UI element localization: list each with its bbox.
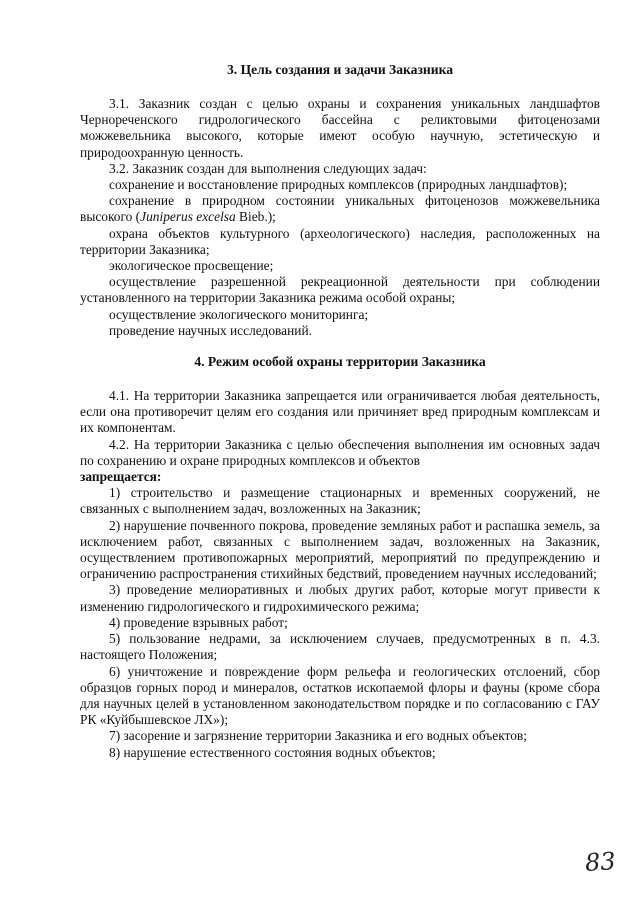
prohibition-item: 3) проведение мелиоративных и любых других работ, которые могут привести к изменению гидрологического и гидрохимического режима;	[80, 582, 600, 614]
prohibition-item: 1) строительство и размещение стационарных и временных сооружений, не связанных с выполнением задач, возложенных на Заказник;	[80, 485, 600, 517]
task-item: осуществление разрешенной рекреационной деятельности при соблюдении установленного на территории Заказника режима особой охраны;	[80, 274, 600, 306]
paragraph-4-2: 4.2. На территории Заказника с целью обеспечения выполнения им основных задач по сохранению и охране природных комплексов и объектов	[80, 436, 600, 468]
task-item: сохранение и восстановление природных комплексов (природных ландшафтов);	[109, 177, 568, 193]
prohibition-item: 2) нарушение почвенного покрова, проведение земляных работ и распашка земель, за исключением работ, связанных с выполнением задач, возложенных на Заказник, осуществлением противопожарных мероприятий, мероприятий по предупреждению и ограничению распространения стихийных бедствий, проведением научных исследований;	[80, 517, 600, 582]
paragraph-3-2: 3.2. Заказник создан для выполнения следующих задач:	[109, 160, 427, 176]
task-item: охрана объектов культурного (археологического) наследия, расположенных на территории Заказника;	[80, 225, 600, 257]
paragraph-4-1: 4.1. На территории Заказника запрещается или ограничивается любая деятельность, если она противоречит целям его создания или причиняет вред природным комплексам и их компонентам.	[80, 388, 600, 436]
task-item: экологическое просвещение;	[109, 258, 274, 274]
prohibition-item: 8) нарушение естественного состояния водных объектов;	[109, 744, 436, 760]
latin-name: Juniperus excelsa	[140, 209, 236, 225]
prohibition-item: 6) уничтожение и повреждение форм рельефа и геологических отслоений, сбор образцов горных пород и минералов, остатков ископаемой флоры и фауны (кроме сбора для научных целей в установленном законодательством порядке и по согласованию с ГАУ РК «Куйбышевское ЛХ»);	[80, 663, 600, 728]
task-item: сохранение в природном состоянии уникальных фитоценозов можжевельника высокого (Juniperus excelsa Bieb.);	[80, 193, 600, 225]
section-4-heading: 4. Режим особой охраны территории Заказника	[194, 354, 486, 370]
prohibition-item: 7) засорение и загрязнение территории Заказника и его водных объектов;	[109, 728, 527, 744]
paragraph-3-1: 3.1. Заказник создан с целью охраны и сохранения уникальных ландшафтов Чернореченского гидрологического бассейна с реликтовыми фитоценозами можжевельника высокого, которые имеют особую научную, эстетическую и природоохранную ценность.	[80, 96, 600, 160]
prohibition-item: 5) пользование недрами, за исключением случаев, предусмотренных в п. 4.3. настоящего Положения;	[80, 631, 600, 663]
section-3-heading: 3. Цель создания и задачи Заказника	[226, 62, 453, 77]
prohibited-label: запрещается:	[80, 469, 162, 485]
document-page	[80, 62, 600, 761]
task-item: проведение научных исследований.	[109, 322, 312, 338]
prohibition-item: 4) проведение взрывных работ;	[109, 614, 288, 630]
task-item: осуществление экологического мониторинга;	[109, 306, 369, 322]
handwritten-page-number: 83	[584, 846, 617, 878]
